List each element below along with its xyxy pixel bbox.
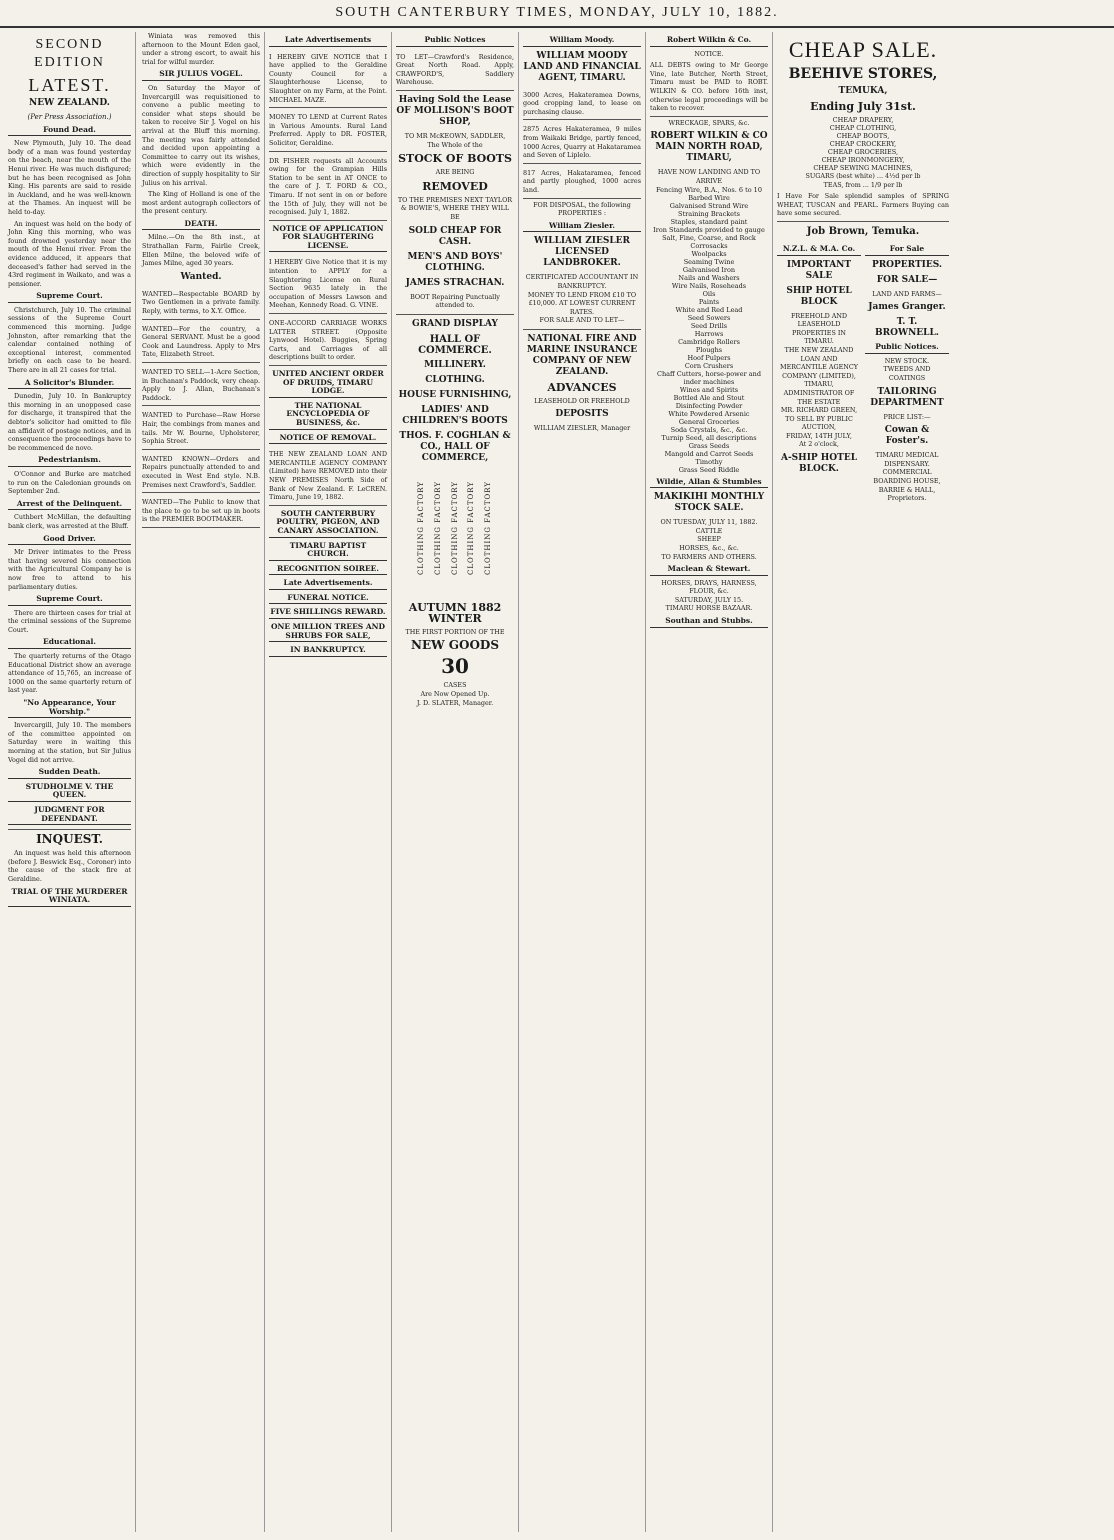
wanted-heading: Wanted.: [180, 271, 222, 282]
ad-title: Job Brown, Temuka.: [806, 225, 920, 237]
ad-title: THOS. F. COGHLAN & CO., HALL OF COMMERCE,: [399, 430, 511, 463]
list-item: Woolpacks: [691, 249, 727, 258]
ad-line: HORSES, &c., &c.: [679, 543, 739, 552]
column-public-notices: [392, 32, 519, 1532]
column-late-ads: [265, 32, 392, 1532]
column-wilkin: [646, 32, 773, 1532]
ad-line: NEW STOCK.: [884, 356, 930, 365]
ad-title: MILLINERY.: [424, 359, 486, 370]
ad-title: LADIES' AND CHILDREN'S BOOTS: [402, 404, 508, 426]
ad-title: GRAND DISPLAY: [412, 318, 498, 329]
ad-title: HOUSE FURNISHING,: [398, 389, 512, 400]
list-item: CHEAP IRONMONGERY,: [821, 156, 905, 164]
list-item: Grass Seeds: [688, 441, 730, 450]
split-section: [777, 241, 949, 503]
ad-title: SHIP HOTEL BLOCK: [786, 285, 852, 307]
list-item: Harrows: [694, 329, 724, 338]
list-item: CHEAP GROCERIES,: [827, 148, 899, 156]
nzlma-section: [777, 241, 861, 503]
ad-title: PROPERTIES.: [871, 259, 943, 270]
section-heading: Pedestrianism.: [8, 456, 131, 467]
classified-ad: ONE-ACCORD CARRIAGE WORKS LATTER STREET. (Opposite Lynwood Hotel). Buggies, Spring Carts, and Carriages of all descriptions built to order.: [269, 316, 387, 366]
list-item: White Powdered Arsenic: [668, 409, 750, 418]
ad-title: WILLIAM ZIESLER LICENSED LANDBROKER.: [533, 236, 631, 269]
article-paragraph: Winiata was removed this afternoon to the Mount Eden gaol, under a strong escort, to await his trial for wilful murder.: [142, 32, 260, 66]
ad-title: CLOTHING.: [425, 374, 485, 385]
section-heading: Late Advertisements.: [269, 579, 387, 590]
ad-title: FOR SALE—: [876, 274, 938, 285]
section-heading: NOTICE OF APPLICATION FOR SLAUGHTERING LICENSE.: [269, 225, 387, 253]
ad-line: LEASEHOLD OR FREEHOLD: [534, 396, 630, 405]
ad-line: WRECKAGE, SPARS, &c.: [668, 118, 750, 127]
ad-line: TO THE PREMISES NEXT TAYLOR & BOWIE'S, WHERE THEY WILL BE: [397, 195, 513, 221]
article-paragraph: Christchurch, July 10. The criminal sessions of the Supreme Court commenced this morning. Judge Johnston, after remarking that the calendar contained nothing of exceptional interest, commented briefly on each case to be heard. There are in all 21 cases for trial.: [8, 305, 131, 375]
inquest-heading: INQUEST.: [36, 832, 103, 847]
vertical-text: CLOTHING FACTORY: [417, 480, 426, 575]
section-heading: Found Dead.: [8, 126, 131, 137]
list-item: Staples, standard paint: [670, 217, 748, 226]
column-news: [138, 32, 265, 1532]
classified-ad: MONEY TO LEND at Current Rates in Various Amounts. Rural Land Preferred. Apply to DR. FOSTER, Solicitor, Geraldine.: [269, 110, 387, 151]
region-heading: NEW ZEALAND.: [29, 98, 110, 108]
ad-title: MAKIKIHI MONTHLY STOCK SALE.: [653, 492, 765, 514]
list-item: Salt, Fine, Coarse, and Rock: [662, 233, 756, 242]
article-paragraph: The quarterly returns of the Otago Educational District show an average attendance of 15,765, an increase of 1000 on the same quarterly return of last year.: [8, 652, 131, 695]
ad-line: BOOT Repairing Punctually attended to.: [410, 292, 500, 310]
column-latest: [4, 32, 136, 1532]
list-item: Barbed Wire: [688, 193, 730, 202]
section-heading: Educational.: [8, 638, 131, 649]
list-item: CHEAP CLOTHING,: [829, 124, 897, 132]
section-heading: NOTICE OF REMOVAL.: [269, 434, 387, 445]
list-item: Fencing Wire, B.A., Nos. 6 to 10: [656, 185, 762, 194]
classified-ad: 2875 Acres Hakateramea, 9 miles from Waikaki Bridge, partly fenced, 1000 Acres, Quarry at Hakataramea and Seven of Liplelo.: [523, 122, 641, 163]
columns: [138, 32, 1108, 1532]
list-item: Corrosacks: [690, 241, 728, 250]
section-heading: A Solicitor's Blunder.: [8, 379, 131, 390]
ad-title: STOCK OF BOOTS: [398, 152, 512, 166]
section-heading: SOUTH CANTERBURY POULTRY, PIGEON, AND CANARY ASSOCIATION.: [269, 510, 387, 538]
list-item: Mangold and Carrot Seeds: [664, 449, 754, 458]
list-item: Galvanised Iron: [682, 265, 736, 274]
list-item: Turnip Seed, all descriptions: [661, 433, 757, 442]
classified-ad: WANTED KNOWN—Orders and Repairs punctually attended to and executed in West End style. N.B. Premises next Crawford's, Saddler.: [142, 452, 260, 493]
section-heading: Robert Wilkin & Co.: [650, 36, 768, 47]
ad-title: HALL OF COMMERCE.: [418, 333, 492, 356]
divider: [523, 329, 641, 330]
ad-line: TO SELL BY PUBLIC AUCTION,: [785, 414, 853, 432]
article-paragraph: On Saturday the Mayor of Invercargill was requisitioned to convene a public meeting to consider what steps should be taken to receive Sir J. Vogel on his arrival at the Bluff this morning. The meeting was fairly attended and decided upon appointing a Committee to carry out its wishes, which were evidently in the direction of supply hospitality to Sir Julius on his arrival.: [142, 83, 260, 187]
section-heading: THE NATIONAL ENCYCLOPEDIA OF BUSINESS, &c.: [269, 402, 387, 430]
list-item: White and Red Lead: [675, 305, 743, 314]
ad-line: SUGARS (best white) ... 4½d per lb: [805, 172, 921, 180]
article-paragraph: Cuthbert McMillan, the defaulting bank clerk, was arrested at the Bluff.: [8, 513, 131, 530]
section-heading: FUNERAL NOTICE.: [269, 594, 387, 605]
list-item: Seed Sowers: [687, 313, 731, 322]
classified-ad: WANTED—The Public to know that the place to go to be set up in boots is the PREMIER BOOTMAKER.: [142, 495, 260, 528]
ad-line: HORSES, DRAYS, HARNESS, FLOUR, &c.: [661, 578, 757, 596]
vertical-text: CLOTHING FACTORY: [434, 480, 443, 575]
list-item: Wire Nails, Roseheads: [671, 281, 747, 290]
ad-title: IMPORTANT SALE: [786, 259, 852, 281]
classified-ad: WANTED—For the country, a General SERVANT. Must be a good Cook and Laundress. Apply to Mrs Tate, Elizabeth Street.: [142, 322, 260, 363]
list-item: Grass Seed Riddle: [678, 465, 740, 474]
classified-ad: DR FISHER requests all Accounts owing for the Grampian Hills Station to be sent in AT ONCE to the care of J. T. FORD & CO., Timaru. If not sent in on or before the 15th of July, they will not be recognised. July 1, 1882.: [269, 154, 387, 221]
cheap-sale-heading: CHEAP SALE.: [788, 37, 938, 62]
ad-line: BARRIE & HALL, Proprietors.: [878, 485, 936, 503]
ad-title: ADVANCES: [547, 380, 617, 394]
ad-line: TIMARU MEDICAL DISPENSARY.: [875, 451, 939, 468]
list-item: Hoof Pulpers: [687, 353, 731, 362]
ad-title: Cowan & Foster's.: [884, 425, 930, 447]
section-heading: STUDHOLME V. THE QUEEN.: [8, 783, 131, 802]
classified-ad: WANTED—Respectable BOARD by Two Gentlemen in a private family. Reply, with terms, to X.Y. Office.: [142, 287, 260, 320]
vertical-text: CLOTHING FACTORY: [450, 480, 459, 575]
list-item: Iron Standards provided to gauge: [653, 225, 765, 234]
ad-line: SHEEP: [697, 535, 721, 544]
list-item: Straining Brackets: [678, 209, 740, 218]
list-item: Timothy: [695, 457, 723, 466]
list-item: Bottled Ale and Stout: [673, 393, 745, 402]
ad-title: ROBERT WILKIN & CO MAIN NORTH ROAD, TIMARU,: [650, 131, 768, 164]
ad-line: Are Now Opened Up.: [420, 689, 490, 698]
section-heading: ONE MILLION TREES AND SHRUBS FOR SALE,: [269, 623, 387, 642]
ad-line: PRICE LIST:—: [883, 412, 931, 421]
section-heading: SIR JULIUS VOGEL.: [142, 70, 260, 81]
classified-ad: WANTED to Purchase—Raw Horse Hair, the combings from manes and tails. Mr W. Bourne, Upholsterer, Sophia Street.: [142, 408, 260, 449]
ad-line: FRIDAY, 14TH JULY,: [786, 431, 852, 440]
section-heading: IN BANKRUPTCY.: [269, 646, 387, 657]
list-item: Chaff Cutters, horse-power and inder machines: [657, 369, 761, 386]
ad-line: FOR SALE AND TO LET—: [539, 316, 625, 325]
section-heading: "No Appearance, Your Worship.": [8, 699, 131, 718]
classified-ad: WANTED TO SELL—1-Acre Section, in Buchanan's Paddock, very cheap. Apply to J. Allan, Buchanan's Paddock.: [142, 365, 260, 406]
section-heading: Maclean & Stewart.: [650, 565, 768, 576]
ad-line: TWEEDS AND COATINGS: [883, 365, 931, 382]
ad-line: WILLIAM ZIESLER, Manager: [533, 424, 631, 433]
section-heading: Supreme Court.: [8, 292, 131, 303]
ad-title: SOLD CHEAP FOR CASH.: [408, 225, 502, 247]
article-paragraph: Invercargill, July 10. The members of the committee appointed on Saturday were in waiting this morning at the station, but Sir Julius Vogel did not arrive.: [8, 721, 131, 764]
section-heading: Wildie, Allan & Stumbles: [650, 478, 768, 489]
ad-line: ON TUESDAY, JULY 11, 1882.: [660, 518, 758, 527]
list-item: CHEAP BOOTS,: [836, 132, 890, 140]
list-item: Oils: [702, 289, 716, 298]
ad-line: TEAS, from ... 1/9 per lb: [823, 180, 903, 189]
ad-line: MR. RICHARD GREEN,: [780, 406, 858, 415]
column-moody-ziesler: [519, 32, 646, 1532]
classified-ad: I HEREBY Give Notice that it is my intention to APPLY for a Slaughtering License on Rural Section 9635 lately in the occupation of Messrs Lawson and Meehan, Kennedy Road. G. VINE.: [269, 255, 387, 314]
ad-line: At 2 o'clock,: [799, 440, 839, 449]
latest-heading: LATEST.: [28, 75, 111, 95]
ad-title: MEN'S AND BOYS' CLOTHING.: [407, 251, 503, 273]
ad-line: MONEY TO LEND FROM £10 TO £10,000. AT LOWEST CURRENT RATES.: [527, 290, 637, 316]
ad-line: CATTLE: [695, 526, 723, 535]
list-item: CHEAP SEWING MACHINES,: [813, 164, 913, 172]
list-item: Galvanised Strand Wire: [669, 201, 749, 210]
ad-line: FOR DISPOSAL, the following PROPERTIES :: [533, 200, 631, 218]
article-paragraph: The King of Holland is one of the most ardent autograph collectors of the present century.: [142, 190, 260, 216]
classified-ad: 3000 Acres, Hakateramea Downs, good cropping land, to lease on purchasing clause.: [523, 88, 641, 121]
list-item: General Groceries: [678, 417, 740, 426]
ad-number: 30: [441, 654, 469, 679]
ad-line: THE NEW ZEALAND LOAN AND MERCANTILE AGENCY COMPANY (LIMITED), TIMARU,: [780, 345, 858, 389]
section-heading: UNITED ANCIENT ORDER OF DRUIDS, TIMARU LODGE.: [269, 370, 387, 398]
list-item: CHEAP CROCKERY,: [829, 140, 897, 148]
list-item: CHEAP DRAPERY,: [832, 116, 894, 124]
ad-title: Having Sold the Lease OF MOLLISON'S BOOT SHOP,: [396, 94, 514, 127]
newspaper-title: SOUTH CANTERBURY TIMES, MONDAY, JULY 10, 1882.: [335, 5, 779, 20]
article-paragraph: New Plymouth, July 10. The dead body of a man was found yesterday on the beach, near the mouth of the Henui river. He was much disfigured; but he has been recognised as John King. His parents are said to reside in Auckland, and he was well-known at the Thames. An inquest will be held to-day.: [8, 139, 131, 216]
column-cheap-sale: [773, 32, 953, 1532]
article-paragraph: Dunedin, July 10. In Bankruptcy this morning in an unopposed case for discharge, it transpired that the debtor's solicitor had omitted to file an affidavit of postage notices, and in consequence the proceedings have to be recommenced de novo.: [8, 392, 131, 452]
ad-line: HAVE NOW LANDING AND TO ARRIVE: [657, 168, 761, 185]
ad-title: A-SHIP HOTEL BLOCK.: [780, 453, 858, 475]
vertical-text: CLOTHING FACTORY: [467, 480, 476, 575]
ad-line: SATURDAY, JULY 15.: [674, 595, 744, 604]
ad-line: THE FIRST PORTION OF THE: [405, 627, 505, 636]
section-heading: FIVE SHILLINGS REWARD.: [269, 608, 387, 619]
ad-line: CERTIFICATED ACCOUNTANT IN BANKRUPTCY.: [525, 273, 639, 290]
list-item: Nails and Washers: [678, 273, 740, 282]
section-heading: JUDGMENT FOR DEFENDANT.: [8, 806, 131, 825]
ad-line: TIMARU HORSE BAZAAR.: [665, 604, 753, 613]
masthead: [0, 0, 1114, 28]
article-paragraph: An inquest was held this afternoon (before J. Beswick Esq., Coroner) into the cause of the stack fire at Geraldine.: [8, 849, 131, 883]
section-heading: Sudden Death.: [8, 768, 131, 779]
list-item: Cambridge Rollers: [678, 337, 740, 346]
classified-ad: ALL DEBTS owing to Mr George Vine, late Butcher, North Street, Timaru must be PAID to ROBT. WILKIN & CO. before 16th inst, otherwise legal proceedings will be taken to recover.: [650, 58, 768, 117]
ad-title: JAMES STRACHAN.: [405, 277, 505, 288]
list-item: Wines and Spirits: [679, 385, 739, 394]
ad-line: NOTICE.: [694, 49, 724, 58]
ad-title: James Granger.: [868, 302, 946, 313]
ad-line: COMMERCIAL BOARDING HOUSE,: [873, 468, 941, 485]
vertical-text: CLOTHING FACTORY: [483, 480, 492, 575]
section-heading: DEATH.: [142, 220, 260, 231]
for-sale-section: [865, 241, 949, 503]
article-paragraph: There are thirteen cases for trial at the criminal sessions of the Supreme Court.: [8, 608, 131, 634]
article-paragraph: Mr Driver intimates to the Press that having severed his connection with the Agricultural Company he is now free to attend to his parliamentary duties.: [8, 548, 131, 591]
ad-line: FREEHOLD AND LEASEHOLD PROPERTIES IN TIMARU.: [790, 311, 848, 346]
ad-title: REMOVED: [422, 179, 488, 193]
divider: [8, 829, 131, 830]
classified-ad: I HEREBY GIVE NOTICE that I have applied to the Geraldine County Council for a Slaughterhouse License, to Slaughter on my Farm, at the Point. MICHAEL MAZE.: [269, 50, 387, 109]
ad-title: TAILORING DEPARTMENT: [870, 386, 944, 408]
ad-line: TO MR McKEOWN, SADDLER,: [404, 131, 506, 140]
goods-list: [650, 186, 768, 474]
list-item: Corn Crushers: [684, 361, 734, 370]
ad-title: DEPOSITS: [555, 409, 609, 420]
list-item: Soda Crystals, &c., &c.: [670, 425, 748, 434]
ad-line: J. D. SLATER, Manager.: [416, 698, 494, 707]
section-heading: Arrest of the Delinquent.: [8, 500, 131, 511]
article-paragraph: An inquest was held on the body of John King this morning, who was found drowned yesterday near the mouth of the Henui river. From the evidence adduced, it appears that deceased's father had served in the 43rd regiment in Waikato, and was a pensioner.: [8, 219, 131, 288]
section-heading: William Moody.: [523, 36, 641, 47]
classified-ad: I Have For Sale splendid samples of SPRING WHEAT, TUSCAN and PEARL. Farmers Buying can have some secured.: [777, 189, 949, 222]
section-heading: Public Notices: [396, 36, 514, 47]
section-heading: Southan and Stubbs.: [650, 617, 768, 628]
section-heading: William Ziesler.: [523, 222, 641, 233]
source-note: (Per Press Association.): [27, 113, 112, 121]
classified-ad: TO LET—Crawford's Residence, Great North Road. Apply, CRAWFORD'S, Saddlery Warehouse.: [396, 50, 514, 91]
section-heading: RECOGNITION SOIREE.: [269, 565, 387, 576]
vertical-banner: [396, 468, 514, 598]
cheap-list: [777, 116, 949, 172]
ad-line: ADMINISTRATOR OF THE ESTATE: [783, 388, 855, 406]
ad-title: NEW GOODS: [411, 638, 499, 653]
section-heading: TRIAL OF THE MURDERER WINIATA.: [8, 888, 131, 907]
ad-title: AUTUMN 1882 WINTER: [408, 600, 502, 625]
section-heading: Late Advertisements: [269, 36, 387, 47]
ad-title: NATIONAL FIRE AND MARINE INSURANCE COMPANY OF NEW ZEALAND.: [526, 333, 638, 377]
ad-line: The Whole of the: [427, 140, 483, 149]
list-item: Ploughs: [695, 345, 723, 354]
ad-title: T. T. BROWNELL.: [875, 317, 939, 339]
section-heading: TIMARU BAPTIST CHURCH.: [269, 542, 387, 561]
article-paragraph: Milne.—On the 8th inst., at Strathallan Farm, Fairlie Creek, Ellen Milne, the beloved wife of James Milne, aged 30 years.: [142, 233, 260, 268]
section-heading: N.Z.L. & M.A. Co.: [777, 245, 861, 256]
ad-title: Ending July 31st.: [810, 100, 916, 113]
section-heading: Good Driver.: [8, 535, 131, 546]
classified-ad: THE NEW ZEALAND LOAN AND MERCANTILE AGENCY COMPANY (Limited) have REMOVED into their NEW PREMISES North Side of Bank of New Zealand. F. LeCREN. Timaru, June 19, 1882.: [269, 447, 387, 506]
ad-line: ARE BEING: [435, 168, 475, 177]
list-item: Seaming Twine: [683, 257, 735, 266]
ad-title: WILLIAM MOODY LAND AND FINANCIAL AGENT, TIMARU.: [523, 50, 641, 83]
list-item: Disinfecting Powder: [675, 401, 743, 410]
ad-line: TO FARMERS AND OTHERS.: [661, 552, 757, 561]
edition-heading: SECOND EDITION: [34, 37, 105, 70]
ad-line: LAND AND FARMS—: [872, 289, 942, 298]
section-heading: Public Notices.: [865, 343, 949, 354]
article-paragraph: O'Connor and Burke are matched to run on the Caledonian grounds on September 2nd.: [8, 469, 131, 496]
ad-line: CASES: [443, 681, 467, 690]
ad-title: TEMUKA,: [838, 86, 888, 96]
list-item: Paints: [698, 297, 720, 306]
classified-ad: 817 Acres, Hakataramea, fenced and partly ploughed, 1000 acres land.: [523, 166, 641, 199]
list-item: Seed Drills: [690, 321, 728, 330]
ad-title: BEEHIVE STORES,: [788, 66, 938, 82]
divider: [396, 314, 514, 315]
section-heading: Supreme Court.: [8, 595, 131, 606]
section-heading: For Sale: [865, 245, 949, 256]
